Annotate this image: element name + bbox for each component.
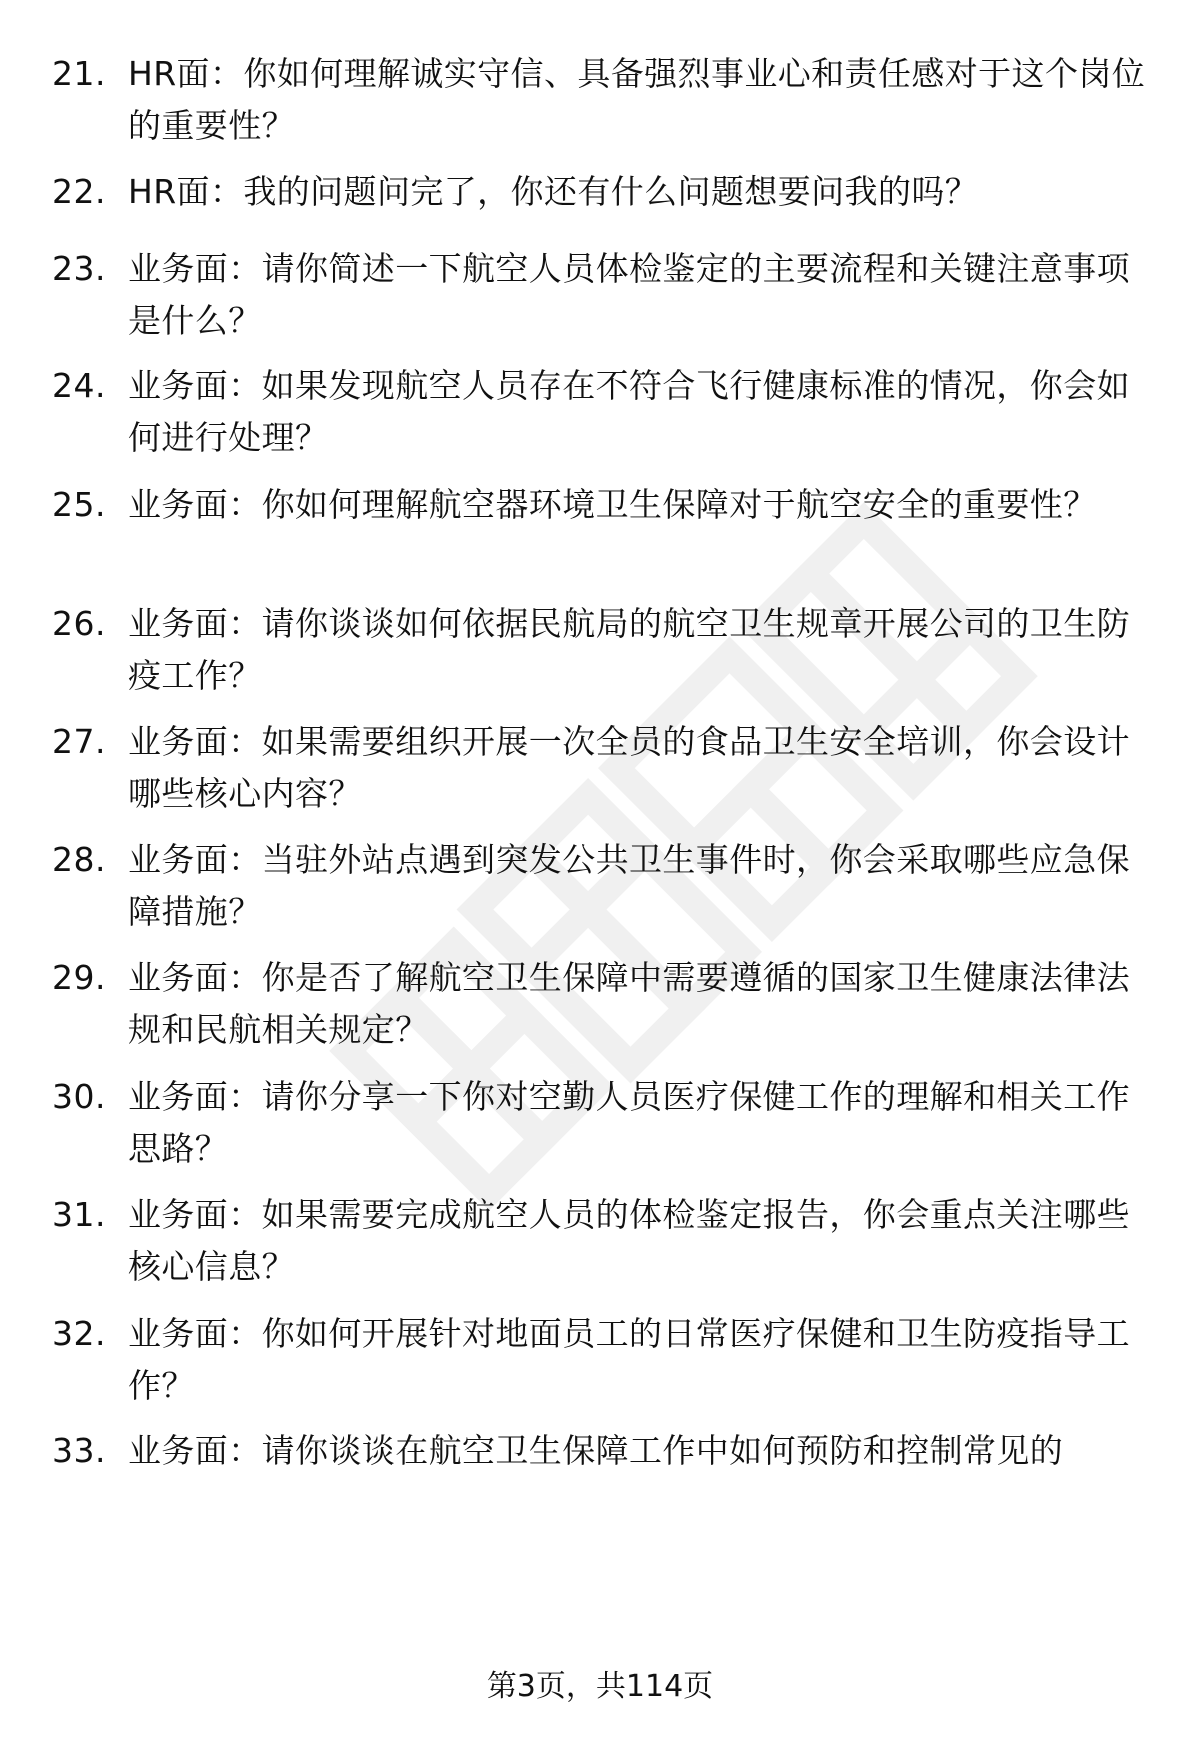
question-number: 32. <box>52 1314 106 1353</box>
question-text: 业务面：你如何开展针对地面员工的日常医疗保健和卫生防疫指导工作？ <box>128 1314 1130 1405</box>
question-text: 业务面：如果发现航空人员存在不符合飞行健康标准的情况，你会如何进行处理？ <box>128 366 1130 457</box>
question-number: 31. <box>52 1195 106 1234</box>
question-number: 23. <box>52 249 106 288</box>
question-text: 业务面：当驻外站点遇到突发公共卫生事件时，你会采取哪些应急保障措施？ <box>128 840 1130 931</box>
question-number: 21. <box>52 54 106 93</box>
question-number: 30. <box>52 1077 106 1116</box>
question-text: 业务面：如果需要组织开展一次全员的食品卫生安全培训，你会设计哪些核心内容？ <box>128 722 1130 813</box>
question-text: HR面：我的问题问完了，你还有什么问题想要问我的吗？ <box>128 172 979 211</box>
question-number: 24. <box>52 366 106 405</box>
question-number: 26. <box>52 604 106 643</box>
question-text: 业务面：如果需要完成航空人员的体检鉴定报告，你会重点关注哪些核心信息？ <box>128 1195 1130 1286</box>
question-number: 25. <box>52 485 106 524</box>
question-number: 33. <box>52 1431 106 1470</box>
question-number: 28. <box>52 840 106 879</box>
question-text: 业务面：请你谈谈在航空卫生保障工作中如何预防和控制常见的 <box>128 1431 1064 1470</box>
question-text: 业务面：请你谈谈如何依据民航局的航空卫生规章开展公司的卫生防疫工作？ <box>128 604 1130 695</box>
page-number-footer: 第3页，共114页 <box>486 1669 714 1704</box>
question-number: 22. <box>52 172 106 211</box>
question-number: 29. <box>52 958 106 997</box>
question-text: 业务面：请你分享一下你对空勤人员医疗保健工作的理解和相关工作思路？ <box>128 1077 1130 1168</box>
question-text: 业务面：请你简述一下航空人员体检鉴定的主要流程和关键注意事项是什么？ <box>128 249 1130 340</box>
question-text: 业务面：你是否了解航空卫生保障中需要遵循的国家卫生健康法律法规和民航相关规定？ <box>128 958 1130 1049</box>
question-number: 27. <box>52 722 106 761</box>
question-text: 业务面：你如何理解航空器环境卫生保障对于航空安全的重要性？ <box>128 485 1097 524</box>
question-text: HR面：你如何理解诚实守信、具备强烈事业心和责任感对于这个岗位的重要性？ <box>128 54 1146 145</box>
